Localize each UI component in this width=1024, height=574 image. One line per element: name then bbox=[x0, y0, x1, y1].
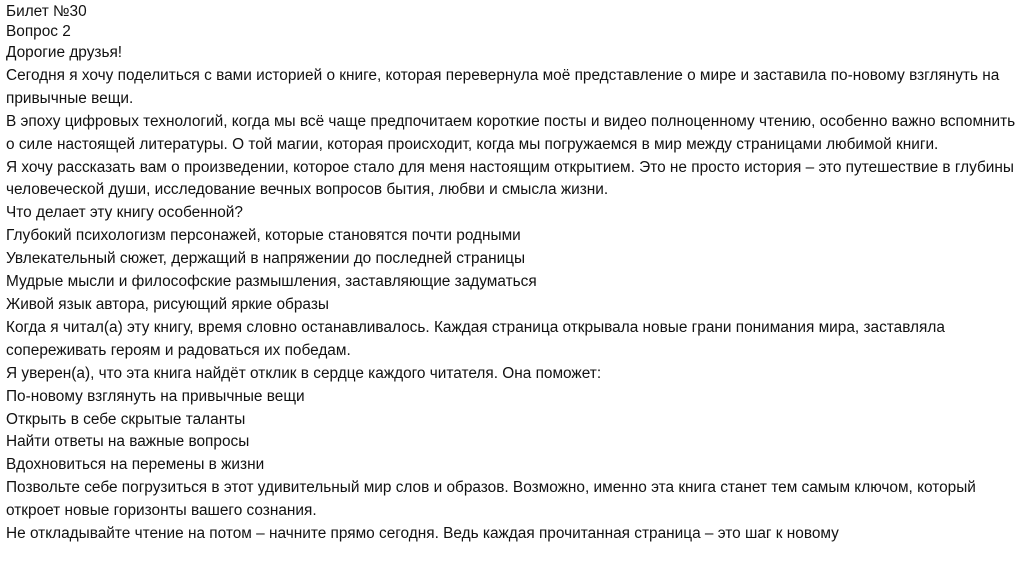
document-body bbox=[6, 2, 1018, 546]
reading-experience-paragraph: Когда я читал(а) эту книгу, время словно останавливалось. Каждая страница открывала новые грани понимания мира, заставляла сопереживать героям и радоваться их победам. bbox=[6, 318, 945, 359]
greeting: Дорогие друзья! bbox=[6, 44, 123, 61]
feature-item: Глубокий психологизм персонажей, которые становятся почти родными bbox=[6, 227, 521, 245]
question-number: Вопрос 2 bbox=[6, 23, 71, 40]
special-question: Что делает эту книгу особенной? bbox=[6, 204, 243, 222]
confidence-paragraph: Я уверен(а), что эта книга найдёт отклик в сердце каждого читателя. Она поможет: bbox=[6, 364, 602, 382]
ticket-number: Билет №30 bbox=[6, 3, 87, 20]
feature-item: Мудрые мысли и философские размышления, заставляющие задуматься bbox=[6, 273, 537, 291]
feature-item: Живой язык автора, рисующий яркие образы bbox=[6, 295, 329, 313]
invitation-paragraph: Позвольте себе погрузиться в этот удивительный мир слов и образов. Возможно, именно эта книга станет тем самым ключом, который откроет новые горизонты вашего сознания. bbox=[6, 479, 976, 520]
benefit-item: Найти ответы на важные вопросы bbox=[6, 433, 250, 451]
intro-paragraph: Сегодня я хочу поделиться с вами историей о книге, которая перевернула моё представление о мире и заставила по-новому взглянуть на привычные вещи. bbox=[6, 66, 1000, 107]
discovery-paragraph: Я хочу рассказать вам о произведении, которое стало для меня настоящим открытием. Это не просто история – это путешествие в глубины человеческой души, исследование вечных вопросов бытия, любви и смысла жизни. bbox=[6, 158, 1014, 199]
closing-paragraph: Не откладывайте чтение на потом – начните прямо сегодня. Ведь каждая прочитанная страница – это шаг к новому bbox=[6, 525, 839, 543]
digital-age-paragraph: В эпоху цифровых технологий, когда мы всё чаще предпочитаем короткие посты и видео полноценному чтению, особенно важно вспомнить о силе настоящей литературы. О той магии, которая происходит, когда мы погружаемся в мир между страницами любимой книги. bbox=[6, 112, 1016, 153]
feature-item: Увлекательный сюжет, держащий в напряжении до последней страницы bbox=[6, 250, 526, 268]
benefit-item: Вдохновиться на перемены в жизни bbox=[6, 456, 265, 474]
benefit-item: Открыть в себе скрытые таланты bbox=[6, 410, 246, 428]
benefit-item: По-новому взглянуть на привычные вещи bbox=[6, 387, 305, 405]
